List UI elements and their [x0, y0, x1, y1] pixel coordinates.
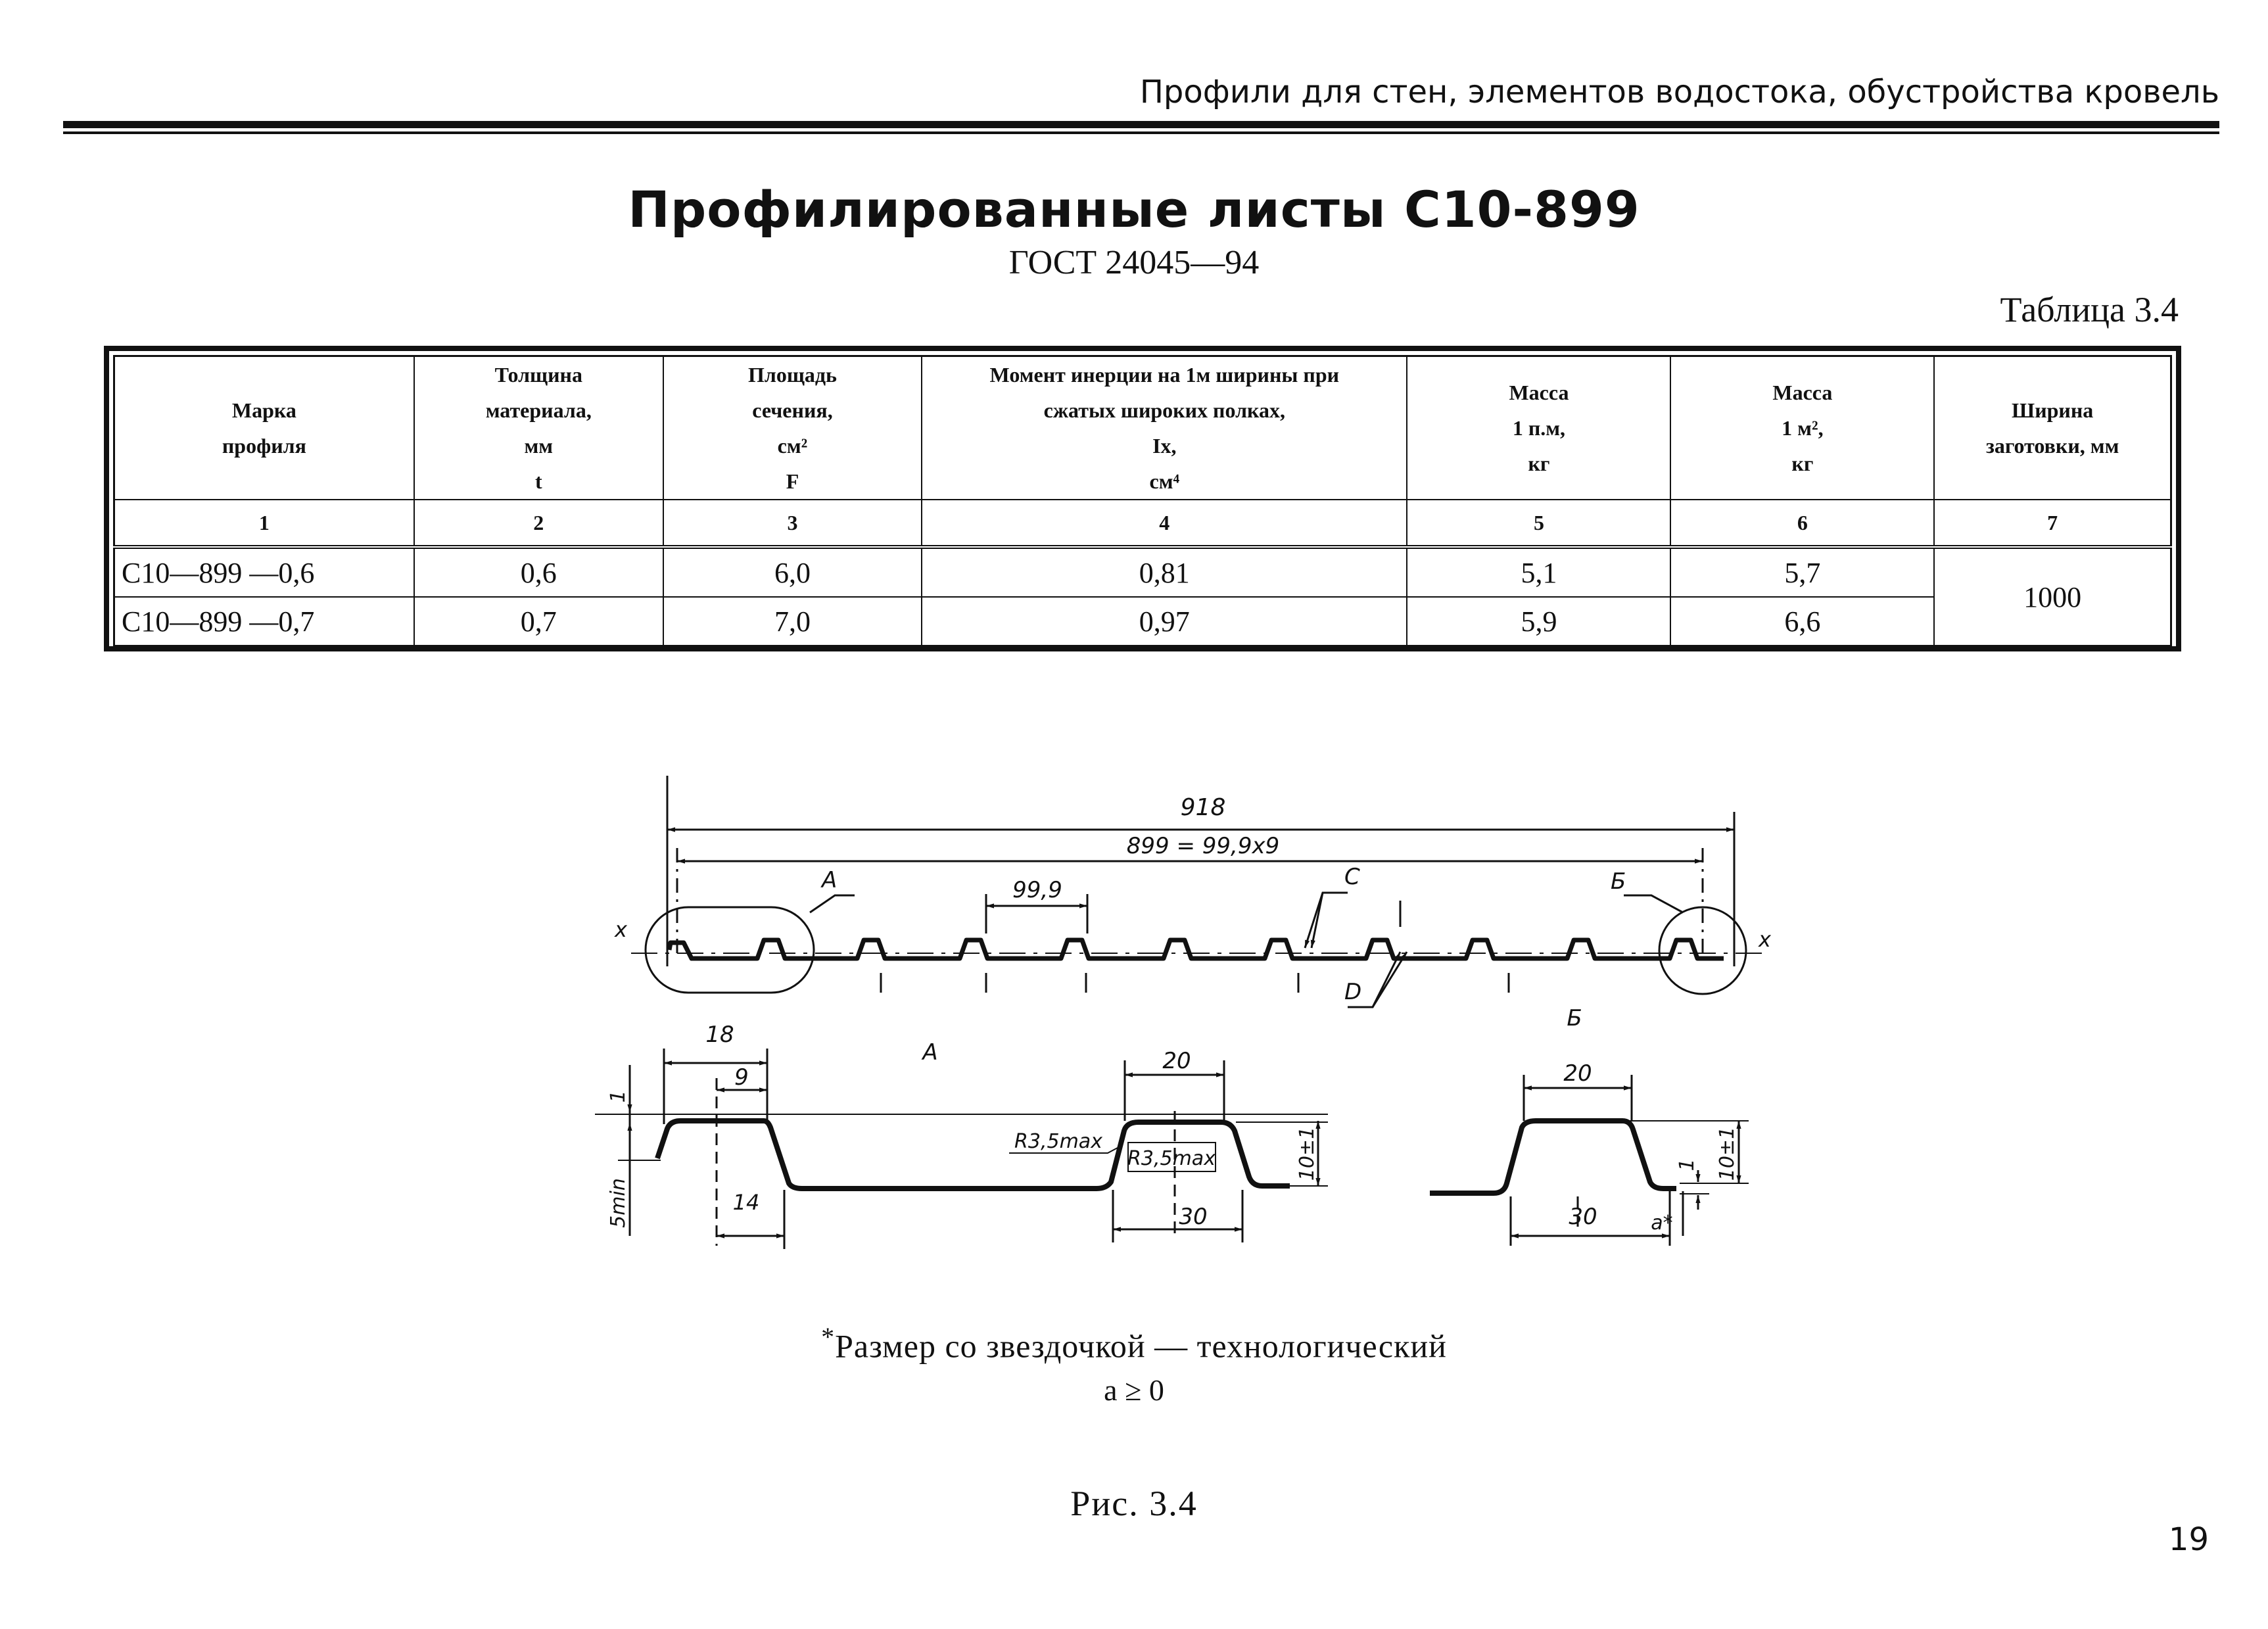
profile-section-line: [669, 940, 1724, 958]
callout-d-label: D: [1344, 979, 1362, 1005]
detail-b-profile: [1430, 1121, 1676, 1193]
dim-a-30: 30: [1179, 1204, 1208, 1230]
dim-b-30: 30: [1569, 1204, 1597, 1230]
table-row: [114, 597, 2171, 646]
axis-label-left: x: [615, 917, 627, 942]
dim-a-9: 9: [734, 1064, 749, 1091]
cell-mass-pm: 5,9: [1407, 597, 1670, 646]
detail-a-label: А: [922, 1039, 938, 1066]
header-inertia: Момент инерции на 1м ширины при сжатых широких полках, Ix, см⁴: [922, 356, 1407, 500]
header-thickness: Толщина материала, мм t: [414, 356, 663, 500]
figure-caption: Рис. 3.4: [1070, 1484, 1198, 1523]
cell-mark: С10—899 —0,7: [114, 597, 414, 646]
column-number: 1: [114, 500, 414, 547]
standard-reference: ГОСТ 24045—94: [1008, 244, 1260, 281]
footnote: [0, 1321, 2268, 1365]
dim-b-20: 20: [1563, 1060, 1592, 1087]
header-mass-pm: Масса 1 п.м, кг: [1407, 356, 1670, 500]
cell-inertia: 0,81: [922, 547, 1407, 597]
column-number: 2: [414, 500, 663, 547]
cell-inertia: 0,97: [922, 597, 1407, 646]
radius-outer: R3,5max: [1014, 1130, 1102, 1153]
dim-b-1: 1: [1676, 1158, 1699, 1171]
column-number: 5: [1407, 500, 1670, 547]
column-number: 7: [1934, 500, 2171, 547]
header-mass-m2: Масса 1 м², кг: [1670, 356, 1934, 500]
dim-a-1: 1: [607, 1090, 630, 1103]
column-number: 4: [922, 500, 1407, 547]
a-condition: а ≥ 0: [1104, 1373, 1164, 1407]
running-head: Профили для стен, элементов водостока, обустройства кровель: [1139, 74, 2219, 110]
page-number: 19: [2168, 1521, 2209, 1558]
radius-inner: R3,5max: [1127, 1147, 1216, 1170]
column-number: 3: [663, 500, 922, 547]
profile-drawing: [0, 776, 2268, 1302]
header-area: Площадь сечения, см² F: [663, 356, 922, 500]
axis-label-right: x: [1759, 927, 1771, 952]
callout-a-label: А: [822, 867, 838, 893]
cell-mark: С10—899 —0,6: [114, 547, 414, 597]
header-rule-thin: [63, 131, 2219, 134]
callout-c-label: C: [1344, 864, 1360, 890]
dim-working-width: 899 = 99,9х9: [1126, 833, 1280, 859]
profile-table-frame: [104, 346, 2181, 651]
cell-area: 7,0: [663, 597, 922, 646]
page-title: Профилированные листы С10-899: [628, 180, 1640, 239]
cell-blank-width: 1000: [1934, 547, 2171, 646]
callout-b-label: Б: [1611, 868, 1626, 895]
profile-table: [113, 355, 2172, 647]
table-header-row: [114, 356, 2171, 500]
cell-area: 6,0: [663, 547, 922, 597]
column-number: 6: [1670, 500, 1934, 547]
dim-a-20: 20: [1162, 1048, 1191, 1074]
dim-overall-width: 918: [1180, 794, 1226, 821]
dim-a-5min: 5min: [607, 1178, 630, 1228]
detail-b-label: Б: [1567, 1005, 1582, 1031]
footnote-text: Размер со звездочкой — технологический: [835, 1327, 1447, 1365]
footnote-mark: *: [821, 1322, 836, 1352]
dim-pitch: 99,9: [1012, 877, 1062, 903]
dim-a-18: 18: [705, 1022, 734, 1048]
header-rule-thick: [63, 121, 2219, 128]
header-blank-width: Ширина заготовки, мм: [1934, 356, 2171, 500]
cell-thickness: 0,7: [414, 597, 663, 646]
header-mark: Марка профиля: [114, 356, 414, 500]
dim-a-height: 10±1: [1296, 1126, 1319, 1181]
dim-a-14: 14: [732, 1190, 760, 1215]
table-row: [114, 547, 2171, 597]
table-label: Таблица 3.4: [2000, 290, 2179, 329]
cell-thickness: 0,6: [414, 547, 663, 597]
column-number-row: [114, 500, 2171, 547]
cell-mass-m2: 5,7: [1670, 547, 1934, 597]
dim-b-height: 10±1: [1716, 1126, 1739, 1181]
dim-b-tech: a*: [1651, 1212, 1673, 1235]
cell-mass-m2: 6,6: [1670, 597, 1934, 646]
cell-mass-pm: 5,1: [1407, 547, 1670, 597]
